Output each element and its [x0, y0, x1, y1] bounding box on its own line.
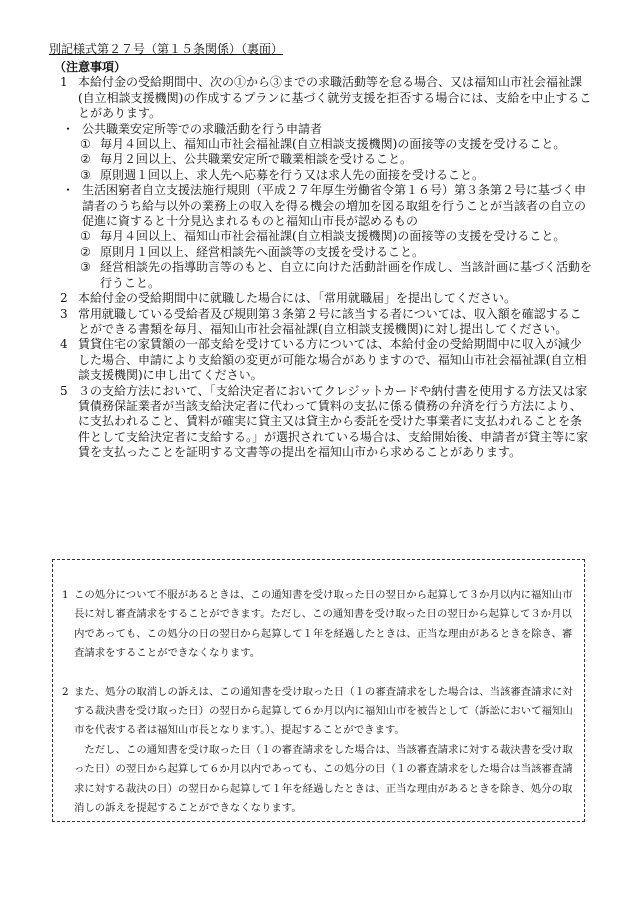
- notes-heading: （注意事項）: [54, 60, 127, 74]
- sub-mark: ①: [80, 137, 91, 152]
- bullet-mark: ・: [62, 121, 75, 136]
- appeal-number: 2: [62, 685, 69, 698]
- appeal-text: この処分について不服があるときは、この通知書を受け取った日の翌日から起算して３か月以内に福知山市長に対し審査請求をすることができます。ただし、この通知書を受け取った日の翌日から起算して３か月以内であっても、この処分の日の翌日から起算して１年を経過したときは、正当な理由があるときを除き、審査請求をすることができなくなります。: [74, 589, 573, 660]
- appeal-notice-box: [52, 559, 585, 822]
- sub-text: 原則週１回以上、求人先へ応募を行う又は求人先の面接を受けること。: [100, 167, 485, 182]
- sub-text: 原則月１回以上、経営相談先へ面談等の支援を受けること。: [100, 244, 425, 259]
- appeal-number: 1: [62, 589, 69, 601]
- note-text: 常用就職している受給者及び規則第３条第２号に該当する者については、収入額を確認することができる書類を毎月、福知山市社会福祉課(自立相談支援機関)に対し提出してください。: [78, 306, 582, 336]
- bullet-job-seeker: [52, 122, 592, 137]
- appeal-text-continued: ただし、この通知書を受け取った日（１の審査請求をした場合は、当該審査請求に対する裁決書を受け取った日）の翌日から起算して６か月以内であっても、この処分の日（１の審査請求をした場合は当該審査請求に対する裁決の日）の翌日から起算して１年を経過したときは、正当な理由があるときを除き、処分の取消しの訴えを提起することができなくなります。: [74, 743, 573, 815]
- note-item-1: [52, 75, 592, 121]
- bullet-text: 生活困窮者自立支援法施行規則（平成２７年厚生労働省令第１６号）第３条第２号に基づく申請者のうち給与以外の業務上の収入を得る機会の増加を図る取組を行うことが当該者の自立の促進に資すると十分見込まれるものと福知山市長が認めるもの: [82, 183, 587, 229]
- appeal-paragraph-2: [62, 683, 576, 819]
- appeal-notice-content: [62, 586, 576, 818]
- bullet-self-employed: [52, 183, 592, 229]
- note-text: ３の支給方法において、「支給決定者においてクレジットカードや納付書を使用する方法又は家賃債務保証業者が当該支給決定者に代わって賃料の支払に係る債務の弁済を行う方法により、に支払われること、賃料が確実に貸主又は貸主から委託を受けた事業者に支払われることを条件として支給決定者に支給する。」が選択されている場合は、支給開始後、申請者が貸主等に家賃を支払ったことを証明する文書等の提出を福知山市から求めることがあります。: [78, 383, 589, 460]
- appeal-text: また、処分の取消しの訴えは、この通知書を受け取った日（１の審査請求をした場合は、当該審査請求に対する裁決書を受け取った日）の翌日から起算して６か月以内に福知山市を被告として（訴訟において福知山市を代表する者は福知山市長となります。）、提起することができます。: [74, 685, 573, 737]
- note-text: 本給付金の受給期間中に就職した場合には、「常用就職届」を提出してください。: [78, 291, 517, 306]
- sub-mark: ③: [80, 167, 91, 182]
- note-item-5: [52, 384, 592, 461]
- sub-mark: ②: [80, 244, 91, 259]
- sub-item: [52, 260, 592, 291]
- bullet-mark: ・: [62, 183, 75, 198]
- sub-item: [52, 168, 592, 183]
- sub-mark: ①: [80, 229, 91, 244]
- note-text: 賃貸住宅の家賃額の一部支給を受けている方については、本給付金の受給期間中に収入が減少した場合、申請により支給額の変更が可能な場合がありますので、福知山市社会福祉課(自立相談支援機関)に申し出てください。: [78, 337, 587, 383]
- note-number: 1: [60, 75, 68, 90]
- sub-mark: ③: [80, 260, 91, 275]
- note-number: 2: [60, 291, 68, 306]
- note-item-4: [52, 337, 592, 383]
- sub-mark: ②: [80, 152, 91, 167]
- sub-item: [52, 229, 592, 244]
- sub-item: [52, 137, 592, 152]
- appeal-paragraph-1: [62, 586, 576, 664]
- note-item-2: [52, 291, 592, 306]
- sub-text: 経営相談先の指導助言等のもと、自立に向けた活動計画を作成し、当該計画に基づく活動を行うこと。: [100, 260, 593, 290]
- note-text: 本給付金の受給期間中、次の①から③までの求職活動等を怠る場合、又は福知山市社会福祉課(自立相談支援機関)の作成するプランに基づく就労支援を拒否する場合には、支給を中止することがあります。: [78, 75, 592, 121]
- notes-section: [52, 60, 592, 461]
- note-number: 4: [60, 337, 68, 352]
- note-item-3: [52, 307, 592, 338]
- sub-text: 毎月４回以上、福知山市社会福祉課(自立相談支援機関)の面接等の支援を受けること。: [100, 229, 566, 244]
- sub-item: [52, 245, 592, 260]
- note-number: 3: [60, 306, 68, 321]
- note-number: 5: [60, 383, 68, 398]
- sub-item: [52, 152, 592, 167]
- form-title: 別記様式第２７号（第１５条関係）（裏面）: [49, 42, 284, 56]
- sub-text: 毎月２回以上、公共職業安定所で職業相談を受けること。: [100, 152, 413, 167]
- sub-text: 毎月４回以上、福知山市社会福祉課(自立相談支援機関)の面接等の支援を受けること。: [100, 137, 566, 152]
- bullet-text: 公共職業安定所等での求職活動を行う申請者: [82, 121, 323, 136]
